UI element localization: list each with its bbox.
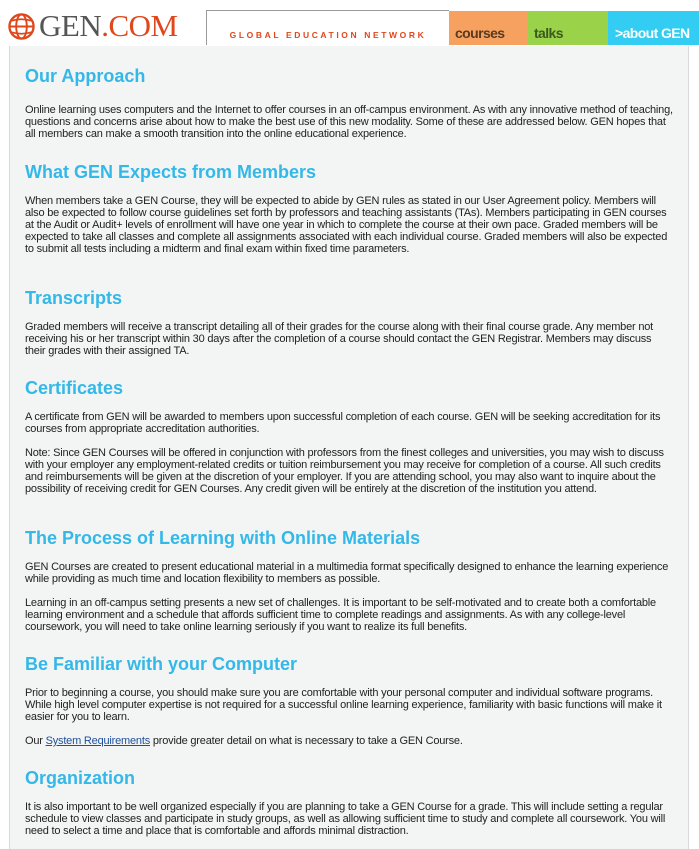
logo-gen-text: GEN bbox=[39, 8, 102, 43]
main-content bbox=[9, 46, 689, 849]
certificates-paragraph: A certificate from GEN will be awarded to members upon successful completion of each course. GEN will be seeking accreditation for its courses from appropriate accreditation authorities. bbox=[25, 411, 661, 435]
organization-paragraph: It is also important to be well organized especially if you are planning to take a GEN Course for a grade. This will include setting a regular schedule to view classes and participate in study groups, as well as allowing sufficient time to study and complete all coursework. You will need to select a time and place that is comfortable and affords minimal distraction. bbox=[25, 801, 666, 837]
certificates-note-paragraph: Note: Since GEN Courses will be offered in conjunction with professors from the finest colleges and universities, you may wish to discuss with your employer any employment-related credits or tuition reimbursement you may receive for completion of a course. All such credits and reimbursements will be given at the discretion of your employer. If you are attending school, you may also want to inquire about the possibility of receiving credit for GEN Courses. Any credit given will be entirely at the discretion of the institution you attend. bbox=[25, 447, 664, 495]
heading-be-familiar: Be Familiar with your Computer bbox=[25, 654, 298, 674]
system-requirements-link[interactable]: System Requirements bbox=[45, 735, 150, 747]
nav-about-gen[interactable]: >about GEN bbox=[608, 11, 699, 45]
system-req-prefix: Our bbox=[25, 735, 46, 747]
heading-transcripts: Transcripts bbox=[25, 288, 123, 308]
site-tagline: GLOBAL EDUCATION NETWORK bbox=[229, 30, 427, 40]
nav-courses[interactable]: courses bbox=[449, 11, 528, 45]
globe-logo-icon bbox=[8, 13, 35, 40]
logo-com-text: .COM bbox=[101, 8, 178, 43]
computer-paragraph-2 bbox=[25, 735, 673, 747]
heading-what-gen-expects: What GEN Expects from Members bbox=[25, 162, 317, 182]
heading-our-approach: Our Approach bbox=[25, 66, 146, 86]
heading-certificates: Certificates bbox=[25, 378, 124, 398]
process-paragraph-1: GEN Courses are created to present educational material in a multimedia format specifically designed to enhance the learning experience while providing as much time and location flexibility to members as possible. bbox=[25, 561, 669, 585]
nav-talks[interactable]: talks bbox=[528, 11, 608, 45]
logo-wordmark bbox=[39, 8, 178, 43]
heading-process-of-learning: The Process of Learning with Online Materials bbox=[25, 528, 421, 548]
heading-organization: Organization bbox=[25, 768, 136, 788]
approach-paragraph: Online learning uses computers and the Internet to offer courses in an off-campus environment. As with any innovative method of teaching, questions and concerns arise about how to make the best use of this new modality. Some of these are addressed below. GEN hopes that all members can make a smooth transition into the online educational experience. bbox=[25, 104, 673, 140]
computer-paragraph-1: Prior to beginning a course, you should make sure you are comfortable with your personal computer and individual software programs. While high level computer expertise is not required for a successful online learning experience, familiarity with basic functions will make it easier for you to learn. bbox=[25, 687, 662, 723]
transcripts-paragraph: Graded members will receive a transcript detailing all of their grades for the course along with their final course grade. Any member not receiving his or her transcript within 30 days after the completion of a course should contact the GEN Registrar. Members may discuss their grades with their assigned TA. bbox=[25, 321, 654, 357]
expects-paragraph: When members take a GEN Course, they will be expected to abide by GEN rules as stated in our User Agreement policy. Members will also be expected to follow course guidelines set forth by professors and teaching assistants (TAs). Members participating in GEN courses at the Audit or Audit+ levels of enrollment will have one year in which to complete the course at their own pace. Graded members will be expected to take all classes and complete all assignments associated with each individual course. Graded members will also be expected to submit all tests including a midterm and final exam within fixed time parameters. bbox=[25, 195, 668, 255]
system-req-suffix: provide greater detail on what is necessary to take a GEN Course. bbox=[150, 735, 463, 747]
site-header bbox=[0, 0, 699, 46]
tagline-box bbox=[206, 10, 449, 45]
process-paragraph-2: Learning in an off-campus setting presents a new set of challenges. It is important to be self-motivated and to create both a comfortable learning environment and a schedule that affords sufficient time to complete readings and assignments. As with any college-level coursework, you will need to take online learning seriously if you want to realize its full benefits. bbox=[25, 597, 656, 633]
gen-logo[interactable] bbox=[8, 8, 178, 43]
